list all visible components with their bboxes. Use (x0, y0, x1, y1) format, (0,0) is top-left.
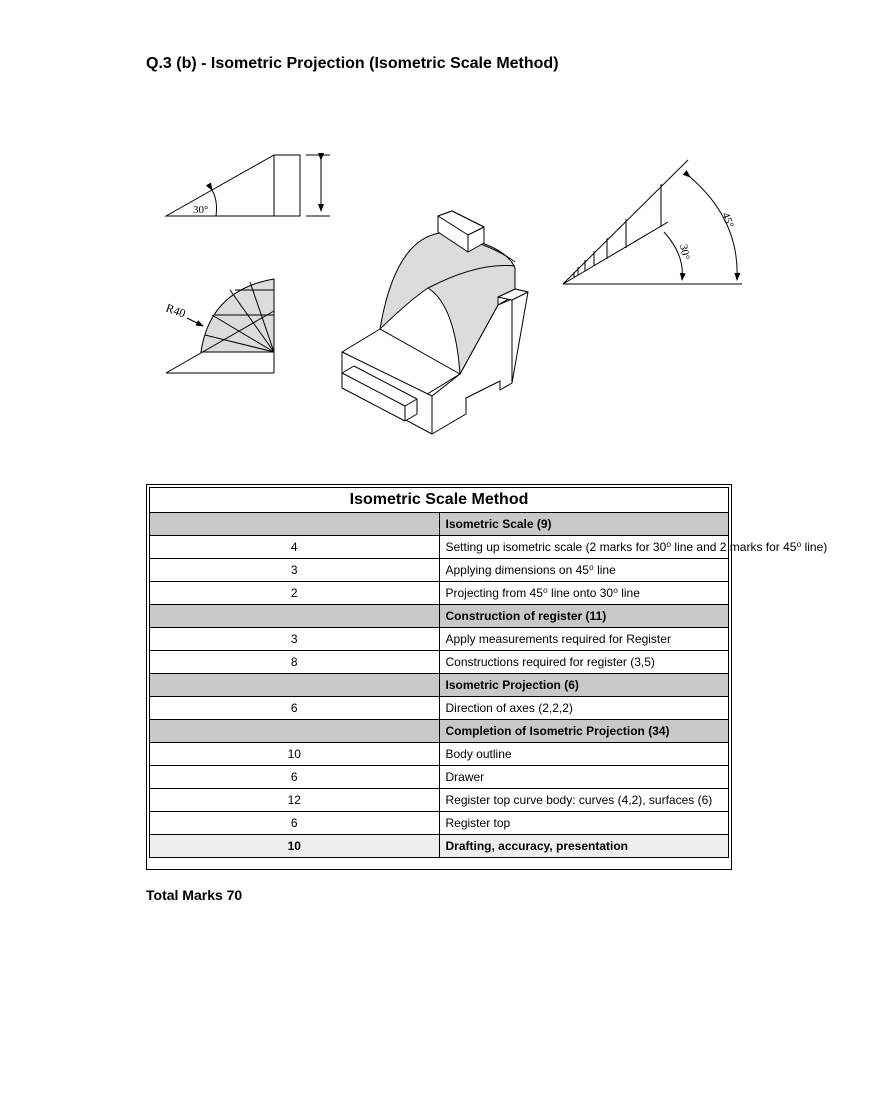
description-cell: Register top (439, 812, 729, 835)
marks-cell: 8 (150, 651, 440, 674)
marks-cell (150, 674, 440, 697)
table-row (150, 835, 729, 858)
marks-cell: 6 (150, 697, 440, 720)
isometric-scale-construction (563, 160, 742, 284)
description-cell: Construction of register (11) (439, 605, 729, 628)
description-cell: Applying dimensions on 45⁰ line (439, 559, 729, 582)
description-cell: Body outline (439, 743, 729, 766)
marks-cell (150, 605, 440, 628)
table-row (150, 743, 729, 766)
angle-45-label: 45° (719, 210, 736, 230)
table-section-row (150, 605, 729, 628)
description-cell: Direction of axes (2,2,2) (439, 697, 729, 720)
page-title: Q.3 (b) - Isometric Projection (Isometric Scale Method) (146, 55, 559, 72)
drawings-area (0, 0, 892, 480)
table-row (150, 697, 729, 720)
isometric-register (342, 211, 528, 434)
marks-cell: 3 (150, 628, 440, 651)
marks-cell: 10 (150, 743, 440, 766)
description-cell: Constructions required for register (3,5) (439, 651, 729, 674)
marks-cell (150, 720, 440, 743)
marking-table (146, 484, 828, 870)
description-cell: Setting up isometric scale (2 marks for 30⁰ line and 2 marks for 45⁰ line) (439, 536, 729, 559)
table-row (150, 536, 729, 559)
marks-cell: 4 (150, 536, 440, 559)
marks-cell (150, 513, 440, 536)
radius-construction (163, 279, 274, 373)
description-cell: Isometric Projection (6) (439, 674, 729, 697)
table-section-row (150, 513, 729, 536)
marks-cell: 6 (150, 766, 440, 789)
table-section-row (150, 720, 729, 743)
table-section-row (150, 674, 729, 697)
marks-cell: 3 (150, 559, 440, 582)
marks-cell: 10 (150, 835, 440, 858)
table-row (150, 582, 729, 605)
description-cell: Register top curve body: curves (4,2), surfaces (6) (439, 789, 729, 812)
thirty-degree-construction (166, 155, 330, 216)
angle-30-scale-label: 30° (677, 243, 692, 261)
table-row (150, 559, 729, 582)
table-row (150, 789, 729, 812)
marks-cell: 2 (150, 582, 440, 605)
description-cell: Completion of Isometric Projection (34) (439, 720, 729, 743)
table-row (150, 651, 729, 674)
description-cell: Isometric Scale (9) (439, 513, 729, 536)
angle-30-label: 30° (193, 204, 209, 216)
marking-scheme-table (149, 487, 828, 858)
table-row (150, 812, 729, 835)
marks-cell: 12 (150, 789, 440, 812)
radius-label: R40 (163, 300, 188, 321)
table-row (150, 628, 729, 651)
description-cell: Drafting, accuracy, presentation (439, 835, 729, 858)
description-cell: Drawer (439, 766, 729, 789)
description-cell: Apply measurements required for Register (439, 628, 729, 651)
table-header-row (150, 488, 729, 513)
total-marks: Total Marks 70 (146, 887, 243, 903)
marks-cell: 6 (150, 812, 440, 835)
description-cell: Projecting from 45⁰ line onto 30⁰ line (439, 582, 729, 605)
table-heading: Isometric Scale Method (150, 488, 729, 513)
table-row (150, 766, 729, 789)
